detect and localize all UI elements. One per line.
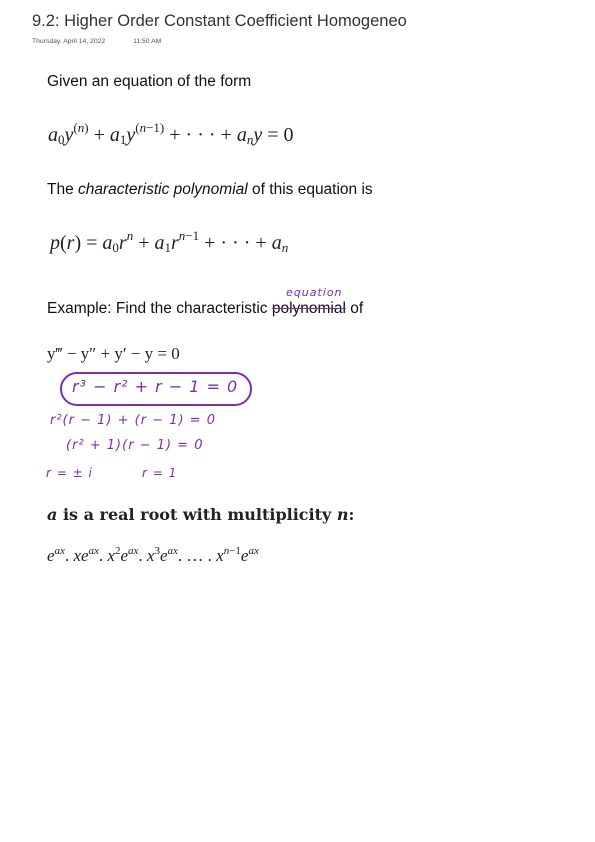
handwritten-line-3: (r² + 1)(r − 1) = 0 bbox=[66, 438, 204, 453]
page-timestamp bbox=[32, 38, 161, 45]
page-title: 9.2: Higher Order Constant Coefficient Homogeneo bbox=[32, 12, 407, 30]
characteristic-text: The characteristic polynomial of this equation is bbox=[47, 181, 373, 198]
handwritten-line-2: r²(r − 1) + (r − 1) = 0 bbox=[50, 413, 216, 428]
page-time: 11:50 AM bbox=[133, 38, 162, 45]
example-text: Example: Find the characteristic polynomial of bbox=[47, 300, 364, 317]
handwritten-insert: equation bbox=[286, 286, 343, 299]
characteristic-polynomial: $p(r) = a_0r^n + a_1r^{n-1}$ + · · · + $a_n$ bbox=[50, 228, 289, 255]
handwritten-root-1: r = ± i bbox=[46, 466, 93, 480]
solutions-list: $e^{ax}$. $xe^{ax}$. $x^2e^{ax}$. $x^3e^{ax}$. … . $x^{n-1}e^{ax}$ bbox=[47, 545, 259, 565]
handwritten-line-1: r³ − r² + r − 1 = 0 bbox=[72, 377, 239, 396]
handwritten-root-2: r = 1 bbox=[142, 466, 178, 480]
real-root-heading: a is a real root with multiplicity n: bbox=[47, 505, 355, 524]
example-equation: y‴ − y″ + y′ − y = 0 bbox=[47, 344, 180, 363]
general-equation: $a_0y^{(n)} + a_1y^{(n-1)}$ + · · · + $a_ny = 0$ bbox=[48, 120, 294, 147]
page-date: Thursday, April 14, 2022 bbox=[32, 38, 106, 45]
intro-text: Given an equation of the form bbox=[47, 73, 252, 90]
